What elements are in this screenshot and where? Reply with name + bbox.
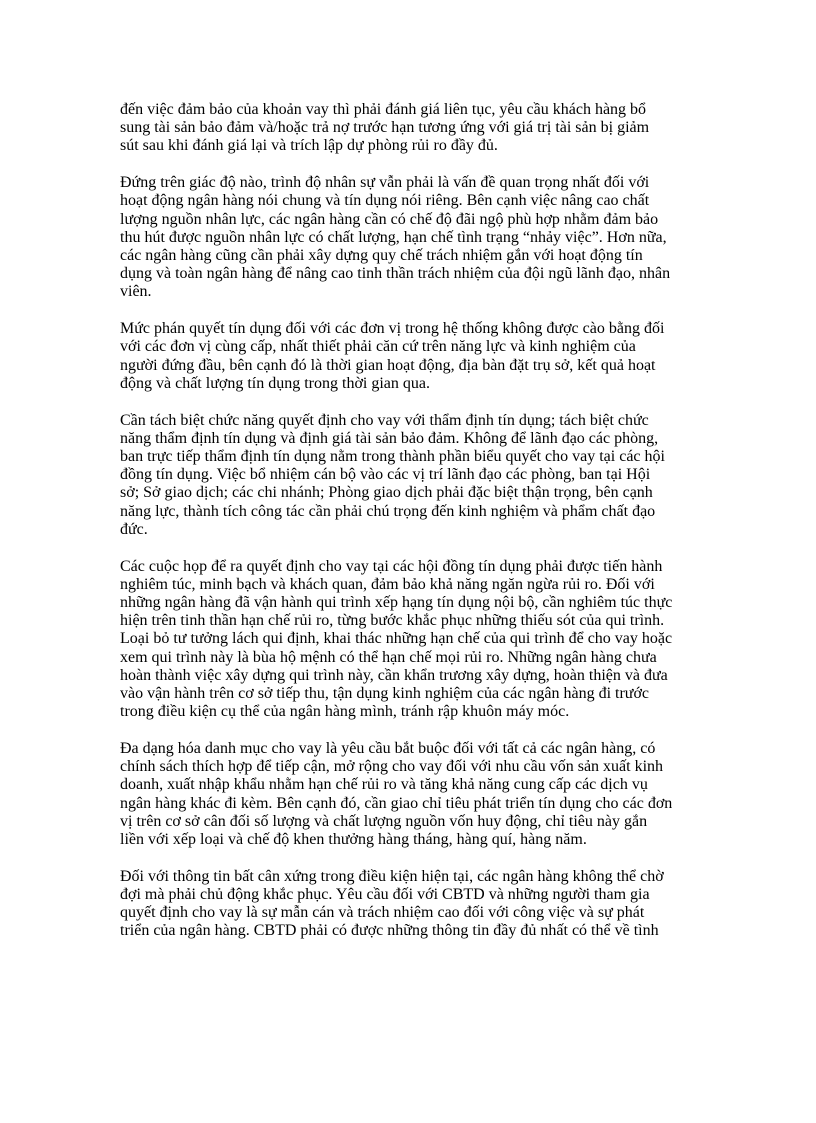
text-line: sung tài sản bảo đảm và/hoặc trả nợ trước hạn tương ứng với giá trị tài sản bị giảm [120,119,650,137]
text-line: trong điều kiện cụ thể của ngân hàng mình, tránh rập khuôn máy móc. [120,703,570,721]
text-line: sút sau khi đánh giá lại và trích lập dự phòng rủi ro đầy đủ. [120,137,498,155]
text-line: các ngân hàng cũng cần phải xây dựng quy chế trách nhiệm gắn với hoạt động tín [120,247,643,265]
document-page [120,101,698,959]
paragraph [120,868,698,941]
text-line: hiện trên tinh thần hạn chế rủi ro, từng bước khắc phục những thiếu sót của qui trình. [120,612,665,630]
paragraph [120,320,698,393]
text-line: động và chất lượng tín dụng trong thời gian qua. [120,374,430,392]
text-line: hoạt động ngân hàng nói chung và tín dụng nói riêng. Bên cạnh việc nâng cao chất [120,192,650,210]
text-line: nghiêm túc, minh bạch và khách quan, đảm bảo khả năng ngăn ngừa rủi ro. Đối với [120,575,655,593]
text-line: những ngân hàng đã vận hành qui trình xếp hạng tín dụng nội bộ, cần nghiêm túc thực [120,594,673,612]
text-line: Các cuộc họp để ra quyết định cho vay tại các hội đồng tín dụng phải được tiến hành [120,557,663,575]
text-line: liền với xếp loại và chế độ khen thưởng hàng tháng, hàng quí, hàng năm. [120,831,587,849]
text-line: triển của ngân hàng. CBTD phải có được những thông tin đầy đủ nhất có thể về tình [120,922,659,940]
paragraph [120,101,698,156]
text-line: thu hút được nguồn nhân lực có chất lượng, hạn chế tình trạng “nhảy việc”. Hơn nữa, [120,228,667,246]
text-line: Đối với thông tin bất cân xứng trong điều kiện hiện tại, các ngân hàng không thể chờ [120,867,664,885]
text-line: Đứng trên giác độ nào, trình độ nhân sự vẫn phải là vấn đề quan trọng nhất đối với [120,174,650,192]
text-line: dụng và toàn ngân hàng để nâng cao tinh thần trách nhiệm của đội ngũ lãnh đạo, nhân [120,265,671,283]
text-line: chính sách thích hợp để tiếp cận, mở rộng cho vay đối với nhu cầu vốn sản xuất kinh [120,758,664,776]
text-line: Mức phán quyết tín dụng đối với các đơn vị trong hệ thống không được cào bằng đối [120,320,665,338]
text-line: vào vận hành trên cơ sở tiếp thu, tận dụng kinh nghiệm của các ngân hàng đi trước [120,685,650,703]
paragraph [120,412,698,539]
paragraph [120,740,698,849]
text-line: lượng nguồn nhân lực, các ngân hàng cần có chế độ đãi ngộ phù hợp nhằm đảm bảo [120,210,659,228]
text-line: quyết định cho vay là sự mẫn cán và trách nhiệm cao đối với công việc và sự phát [120,904,645,922]
paragraph [120,174,698,301]
text-line: hoàn thành việc xây dựng qui trình này, cần khẩn trương xây dựng, hoàn thiện và đưa [120,666,668,684]
text-line: đức. [120,520,148,538]
text-line: Đa dạng hóa danh mục cho vay là yêu cầu bắt buộc đối với tất cả các ngân hàng, có [120,740,656,758]
text-line: xem qui trình này là bùa hộ mệnh có thể hạn chế mọi rủi ro. Những ngân hàng chưa [120,648,657,666]
text-line: ngân hàng khác đi kèm. Bên cạnh đó, cần giao chỉ tiêu phát triển tín dụng cho các đơn [120,794,673,812]
text-line: vị trên cơ sở cân đối số lượng và chất lượng nguồn vốn huy động, chỉ tiêu này gắn [120,812,648,830]
text-line: Cần tách biệt chức năng quyết định cho vay với thẩm định tín dụng; tách biệt chức [120,411,649,429]
text-line: sở; Sở giao dịch; các chi nhánh; Phòng giao dịch phải đặc biệt thận trọng, bên cạnh [120,484,653,502]
text-line: ban trực tiếp thẩm định tín dụng nằm trong thành phần biểu quyết cho vay tại các hội [120,448,665,466]
text-line: năng lực, thành tích công tác cần phải chú trọng đến kinh nghiệm và phẩm chất đạo [120,502,656,520]
text-line: năng thẩm định tín dụng và định giá tài sản bảo đảm. Không để lãnh đạo các phòng, [120,429,659,447]
text-line: đồng tín dụng. Việc bổ nhiệm cán bộ vào các vị trí lãnh đạo các phòng, ban tại Hội [120,466,651,484]
text-line: đến việc đảm bảo của khoản vay thì phải đánh giá liên tục, yêu cầu khách hàng bổ [120,101,647,118]
text-line: viên. [120,283,152,301]
text-line: Loại bỏ tư tưởng lách qui định, khai thác những hạn chế của qui trình để cho vay hoặc [120,630,673,648]
text-line: doanh, xuất nhập khẩu nhằm hạn chế rủi ro và tăng khả năng cung cấp các dịch vụ [120,776,648,794]
text-line: đợi mà phải chủ động khắc phục. Yêu cầu đối với CBTD và những người tham gia [120,886,650,904]
text-line: người đứng đầu, bên cạnh đó là thời gian hoạt động, địa bàn đặt trụ sở, kết quả hoạt [120,356,656,374]
text-line: với các đơn vị cùng cấp, nhất thiết phải căn cứ trên năng lực và kinh nghiệm của [120,338,636,356]
paragraph [120,558,698,722]
